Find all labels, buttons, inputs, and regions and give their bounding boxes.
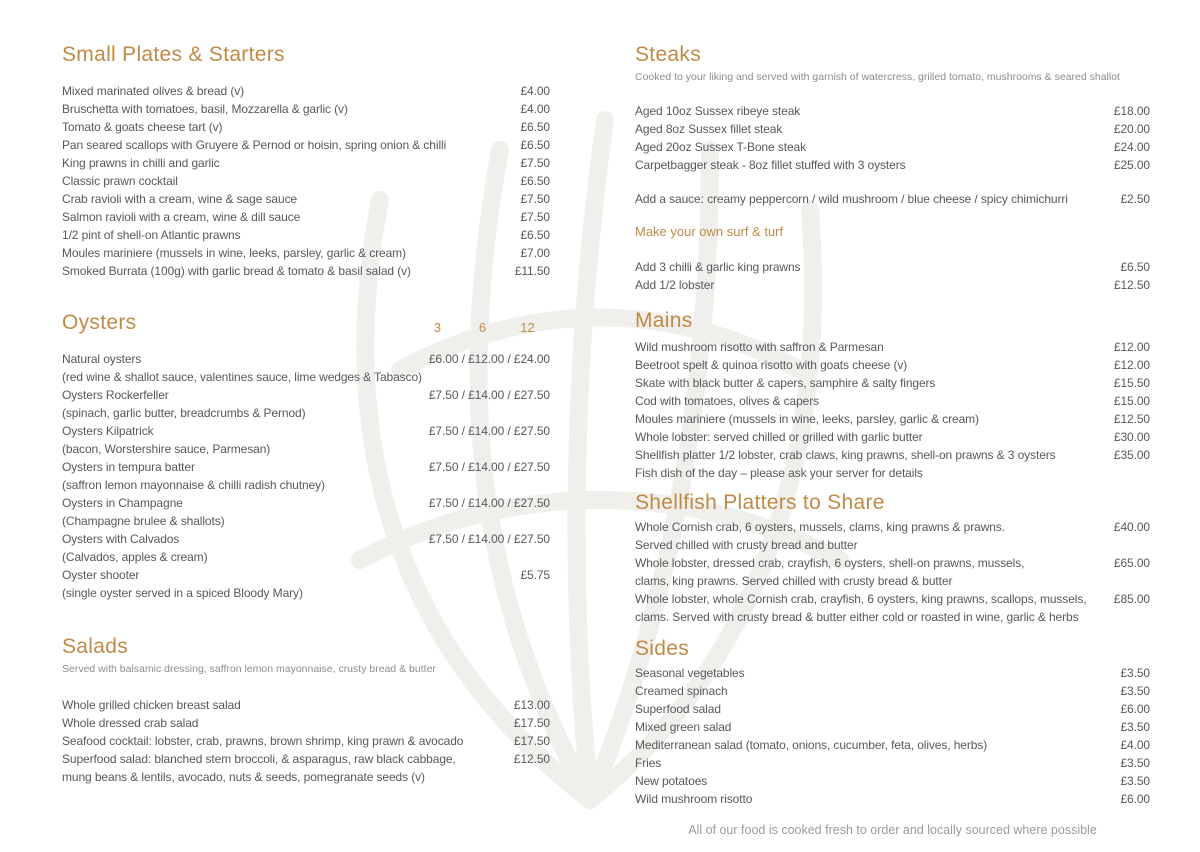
item-name: Crab ravioli with a cream, wine & sage sauce [62,192,298,206]
oysters-item-list [62,350,550,602]
menu-item-row [635,518,1150,536]
item-name: Aged 20oz Sussex T-Bone steak [635,140,806,154]
menu-item-row [635,664,1150,682]
item-name: Add 3 chilli & garlic king prawns [635,260,801,274]
menu-item-row [62,548,550,566]
menu-item-row [635,446,1150,464]
oyster-quantity-headers [415,320,550,336]
oyster-qty-3: 3 [433,320,442,335]
item-name: (bacon, Worstershire sauce, Parmesan) [62,442,271,456]
menu-item-row [62,386,550,404]
item-price: £65.00 [1113,556,1150,570]
item-name: (single oyster served in a spiced Bloody Mary) [62,586,303,600]
menu-item-row [635,464,1150,482]
menu-item-row [635,718,1150,736]
item-name: Salmon ravioli with a cream, wine & dill sauce [62,210,301,224]
menu-item-row [62,190,550,208]
sides-item-list [635,664,1150,808]
item-name: Smoked Burrata (100g) with garlic bread & tomato & basil salad (v) [62,264,411,278]
salads-item-list [62,696,550,786]
section-title-oysters: Oysters [62,311,137,334]
item-price: £35.00 [1113,448,1150,462]
item-name: Shellfish platter 1/2 lobster, crab claws, king prawns, shell-on prawns & 3 oysters [635,448,1056,462]
section-oysters [62,310,550,602]
item-price: £6.00 [1120,702,1150,716]
item-price: £15.00 [1113,394,1150,408]
item-name: New potatoes [635,774,708,788]
item-price: £3.50 [1120,720,1150,734]
section-title-small-plates: Small Plates & Starters [62,43,285,66]
item-price: £15.50 [1113,376,1150,390]
item-name: Wild mushroom risotto with saffron & Parmesan [635,340,884,354]
item-price: £6.50 [520,174,550,188]
menu-item-row [635,736,1150,754]
item-name: King prawns in chilli and garlic [62,156,220,170]
section-title-salads: Salads [62,635,129,658]
item-price: £3.50 [1120,756,1150,770]
item-price: £3.50 [1120,774,1150,788]
menu-item-row [62,714,550,732]
item-price: £4.00 [1120,738,1150,752]
menu-item-row [62,100,550,118]
item-name: Add a sauce: creamy peppercorn / wild mushroom / blue cheese / spicy chimichurri [635,192,1068,206]
item-price: £20.00 [1113,122,1150,136]
menu-item-row [62,750,550,768]
menu-item-row [62,244,550,262]
item-name: Whole Cornish crab, 6 oysters, mussels, clams, king prawns & prawns. [635,520,1005,534]
section-mains [635,308,1150,482]
item-price: £6.00 [1120,792,1150,806]
item-price: £85.00 [1113,592,1150,606]
item-name: (Champagne brulee & shallots) [62,514,225,528]
oyster-qty-6: 6 [478,320,487,335]
item-name: Oysters Rockerfeller [62,388,169,402]
item-price: £7.50 / £14.00 / £27.50 [428,424,550,438]
menu-item-row [635,102,1150,120]
item-name: Skate with black butter & capers, samphire & salty fingers [635,376,936,390]
item-name: Pan seared scallops with Gruyere & Pernod or hoisin, spring onion & chilli [62,138,447,152]
item-price: £2.50 [1120,192,1150,206]
item-price: £4.00 [520,102,550,116]
item-name: (saffron lemon mayonnaise & chilli radish chutney) [62,478,325,492]
menu-item-row [635,700,1150,718]
menu-item-row [62,696,550,714]
item-name: Whole dressed crab salad [62,716,199,730]
item-price: £17.50 [513,716,550,730]
menu-item-row [635,790,1150,808]
item-price: £40.00 [1113,520,1150,534]
item-name: Aged 10oz Sussex ribeye steak [635,104,801,118]
item-name: clams, king prawns. Served chilled with crusty bread & butter [635,574,953,588]
item-name: Natural oysters [62,352,142,366]
menu-item-row [635,754,1150,772]
item-price: £13.00 [513,698,550,712]
section-title-shellfish-platters: Shellfish Platters to Share [635,491,885,514]
menu-item-row [635,410,1150,428]
menu-item-row [62,226,550,244]
salads-note: Served with balsamic dressing, saffron lemon mayonnaise, crusty bread & butter [62,663,436,675]
left-column [62,0,550,786]
section-small-plates [62,42,550,280]
item-price: £7.50 [520,210,550,224]
menu-item-row [635,682,1150,700]
oysters-header [62,310,550,336]
item-name: Oysters in Champagne [62,496,183,510]
item-name: Moules mariniere (mussels in wine, leeks, parsley, garlic & cream) [62,246,406,260]
section-sides [635,636,1150,808]
item-name: Oysters Kilpatrick [62,424,154,438]
item-price: £12.00 [1113,340,1150,354]
item-price: £12.50 [1113,412,1150,426]
item-name: Mixed marinated olives & bread (v) [62,84,245,98]
item-name: Whole lobster, dressed crab, crayfish, 6 oysters, shell-on prawns, mussels, [635,556,1025,570]
item-price: £6.50 [520,120,550,134]
surf-turf-item-list [635,258,1150,294]
menu-item-row [635,572,1150,590]
menu-item-row [635,374,1150,392]
menu-item-row [635,356,1150,374]
menu-item-row [635,772,1150,790]
item-price: £3.50 [1120,684,1150,698]
item-name: Oysters in tempura batter [62,460,195,474]
menu-item-row [62,584,550,602]
item-name: Carpetbagger steak - 8oz fillet stuffed with 3 oysters [635,158,906,172]
item-name: Superfood salad [635,702,721,716]
item-name: Fish dish of the day – please ask your server for details [635,466,923,480]
menu-item-row [635,536,1150,554]
menu-item-row [635,338,1150,356]
item-price: £6.50 [1120,260,1150,274]
menu-item-row [62,476,550,494]
item-price: £12.00 [1113,358,1150,372]
menu-item-row [62,422,550,440]
item-price: £6.50 [520,138,550,152]
menu-item-row [62,368,550,386]
menu-item-row [62,440,550,458]
item-price: £7.50 / £14.00 / £27.50 [428,496,550,510]
item-price: £7.50 [520,156,550,170]
item-name: Beetroot spelt & quinoa risotto with goats cheese (v) [635,358,908,372]
menu-item-row [635,392,1150,410]
item-price: £7.00 [520,246,550,260]
item-name: Oyster shooter [62,568,140,582]
oyster-qty-12: 12 [520,320,535,335]
menu-item-row [62,404,550,422]
item-name: (spinach, garlic butter, breadcrumbs & Pernod) [62,406,306,420]
item-name: Classic prawn cocktail [62,174,178,188]
menu-item-row [62,732,550,750]
item-price: £4.00 [520,84,550,98]
steak-sauce-row [635,190,1150,208]
menu-item-row [635,258,1150,276]
section-title-sides: Sides [635,637,690,660]
menu-item-row [62,530,550,548]
item-name: Fries [635,756,662,770]
menu-item-row [62,154,550,172]
item-price: £30.00 [1113,430,1150,444]
menu-item-row [62,208,550,226]
section-salads [62,634,550,786]
surf-turf-title: Make your own surf & turf [635,224,784,239]
item-name: Whole grilled chicken breast salad [62,698,241,712]
item-name: 1/2 pint of shell-on Atlantic prawns [62,228,241,242]
item-name: (red wine & shallot sauce, valentines sauce, lime wedges & Tabasco) [62,370,422,384]
menu-item-row [62,566,550,584]
item-price: £18.00 [1113,104,1150,118]
item-name: Moules mariniere (mussels in wine, leeks, parsley, garlic & cream) [635,412,979,426]
item-name: Mediterranean salad (tomato, onions, cucumber, feta, olives, herbs) [635,738,988,752]
menu-item-row [62,512,550,530]
item-name: Seafood cocktail: lobster, crab, prawns, brown shrimp, king prawn & avocado [62,734,464,748]
item-price: £5.75 [520,568,550,582]
section-title-mains: Mains [635,309,693,332]
platters-item-list [635,518,1150,626]
item-name: Wild mushroom risotto [635,792,753,806]
menu-item-row [635,120,1150,138]
item-price: £12.50 [1113,278,1150,292]
item-price: £3.50 [1120,666,1150,680]
menu-item-row [62,118,550,136]
menu-item-row [635,156,1150,174]
item-name: Bruschetta with tomatoes, basil, Mozzarella & garlic (v) [62,102,348,116]
menu-item-row [635,608,1150,626]
menu-item-row [62,768,550,786]
menu-item-row [635,138,1150,156]
menu-item-row [635,428,1150,446]
mains-item-list [635,338,1150,482]
menu-item-row [62,350,550,368]
menu-item-row [635,554,1150,572]
item-name: Mixed green salad [635,720,732,734]
item-price: £7.50 / £14.00 / £27.50 [428,460,550,474]
item-price: £12.50 [513,752,550,766]
menu-item-row [62,458,550,476]
item-name: Served chilled with crusty bread and butter [635,538,858,552]
item-name: Aged 8oz Sussex fillet steak [635,122,783,136]
item-name: Creamed spinach [635,684,728,698]
item-name: Seasonal vegetables [635,666,745,680]
item-price: £7.50 / £14.00 / £27.50 [428,532,550,546]
item-name: Whole lobster, whole Cornish crab, crayfish, 6 oysters, king prawns, scallops, mussels, [635,592,1087,606]
right-column [635,0,1150,838]
item-name: Oysters with Calvados [62,532,180,546]
menu-item-row [635,590,1150,608]
menu-item-row [62,82,550,100]
footer-note: All of our food is cooked fresh to order and locally sourced where possible [688,823,1097,837]
menu-item-row [62,262,550,280]
item-price: £6.50 [520,228,550,242]
item-price: £24.00 [1113,140,1150,154]
item-name: clams. Served with crusty bread & butter either cold or roasted in wine, garlic & herbs [635,610,1079,624]
steaks-item-list [635,102,1150,174]
item-name: Superfood salad: blanched stem broccoli, & asparagus, raw black cabbage, [62,752,456,766]
section-steaks [635,42,1150,294]
item-price: £7.50 [520,192,550,206]
item-name: Tomato & goats cheese tart (v) [62,120,223,134]
menu-item-row [62,172,550,190]
steaks-note: Cooked to your liking and served with garnish of watercress, grilled tomato, mushrooms & seared shallot [635,71,1120,83]
item-name: Add 1/2 lobster [635,278,715,292]
section-shellfish-platters [635,490,1150,626]
menu-item-row [62,494,550,512]
item-name: Cod with tomatoes, olives & capers [635,394,820,408]
item-price: £6.00 / £12.00 / £24.00 [428,352,550,366]
item-price: £25.00 [1113,158,1150,172]
item-price: £7.50 / £14.00 / £27.50 [428,388,550,402]
item-price: £11.50 [514,264,550,278]
item-name: (Calvados, apples & cream) [62,550,208,564]
small-plates-item-list [62,82,550,280]
menu-item-row [62,136,550,154]
section-title-steaks: Steaks [635,43,701,66]
item-price: £17.50 [513,734,550,748]
menu-item-row [635,276,1150,294]
item-name: Whole lobster: served chilled or grilled with garlic butter [635,430,923,444]
item-name: mung beans & lentils, avocado, nuts & seeds, pomegranate seeds (v) [62,770,425,784]
